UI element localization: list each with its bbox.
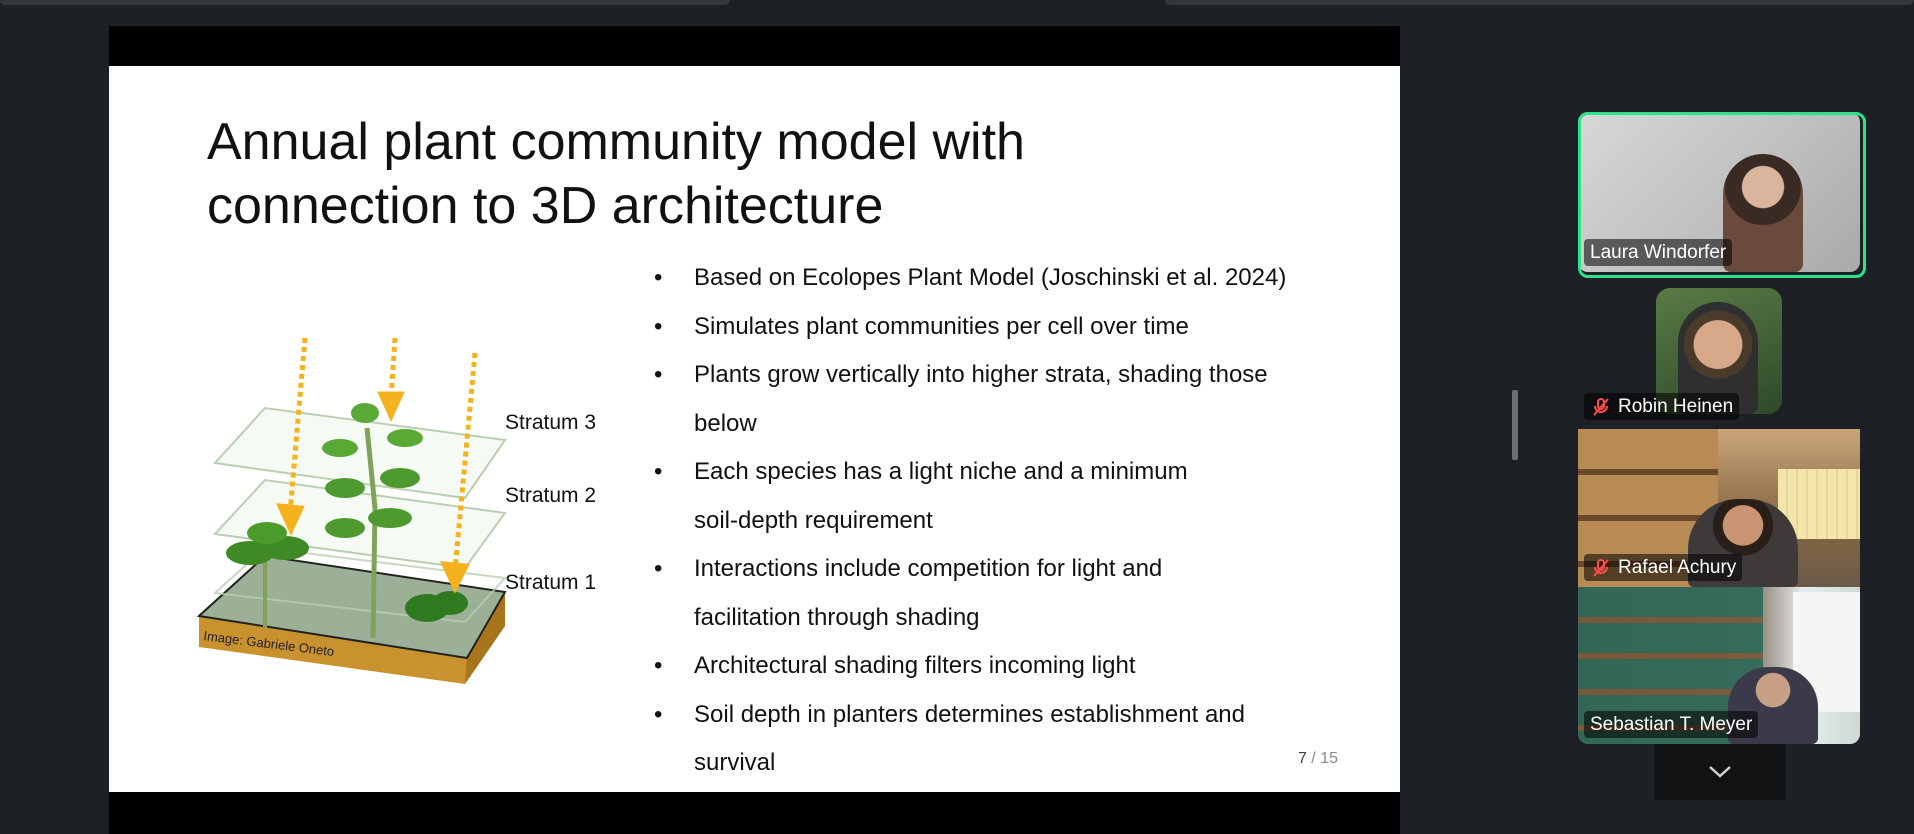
participant-label-robin (1584, 393, 1754, 420)
bullet-dot: • (654, 700, 663, 728)
bullet-item: • Based on Ecolopes Plant Model (Joschinski et al. 2024) (654, 254, 1374, 303)
participant-name-tag: Sebastian T. Meyer (1584, 711, 1758, 738)
slide-page-number (1298, 750, 1338, 768)
panel-resize-handle[interactable] (1512, 390, 1518, 460)
stratum-3-label: Stratum 3 (505, 411, 597, 434)
image-credit: Image: Gabriele Oneto (202, 628, 336, 660)
bullet-continuation: below (694, 409, 757, 437)
top-tab-strip-right (1165, 0, 1914, 5)
chevron-down-icon (1707, 764, 1733, 780)
show-more-participants-button[interactable] (1655, 744, 1785, 800)
bullet-dot: • (654, 458, 663, 485)
video-feed (1723, 154, 1803, 272)
bullet-continuation: survival (694, 749, 776, 776)
stratum-1-label: Stratum 1 (505, 571, 597, 594)
participant-tile-sebastian[interactable] (1578, 587, 1860, 744)
participant-name-tag: Robin Heinen (1584, 393, 1739, 420)
bullet-dot: • (654, 264, 663, 291)
bullet-list (654, 254, 1374, 788)
mic-off-icon (1590, 557, 1612, 579)
page-total: / 15 (1306, 750, 1338, 767)
bullet-item: • Plants grow vertically into higher strata, shading those (654, 351, 1374, 400)
top-tab-strip-left (0, 0, 730, 5)
participant-name-tag: Rafael Achury (1584, 554, 1742, 581)
presentation-slide (109, 66, 1400, 792)
bullet-item: • Architectural shading filters incoming light (654, 642, 1374, 691)
participant-tile-laura[interactable] (1578, 112, 1860, 272)
bullet-dot: • (654, 361, 663, 388)
bullet-item: • Interactions include competition for light and (654, 545, 1374, 594)
bullet-continuation: facilitation through shading (694, 603, 980, 631)
bullet-dot: • (654, 312, 663, 340)
participant-tile-rafael[interactable] (1578, 429, 1860, 587)
bullet-dot: • (654, 652, 663, 679)
bullet-item: • Simulates plant communities per cell over time (654, 303, 1374, 352)
page-current: 7 (1297, 750, 1307, 767)
bullet-continuation: soil-depth requirement (694, 506, 933, 534)
mic-off-icon (1590, 396, 1612, 418)
participant-name-tag: Laura Windorfer (1584, 239, 1732, 266)
stratum-2-label: Stratum 2 (505, 484, 597, 507)
plant-strata-figure (195, 308, 725, 748)
slide-title-line-2: connection to 3D architecture (207, 177, 884, 235)
slide-title-line-1: Annual plant community model with (207, 113, 1025, 171)
bullet-item: • Each species has a light niche and a minimum (654, 448, 1374, 497)
bullet-dot: • (654, 555, 663, 582)
slide-title (207, 110, 1107, 238)
bullet-item: • Soil depth in planters determines establishment and (654, 691, 1374, 740)
